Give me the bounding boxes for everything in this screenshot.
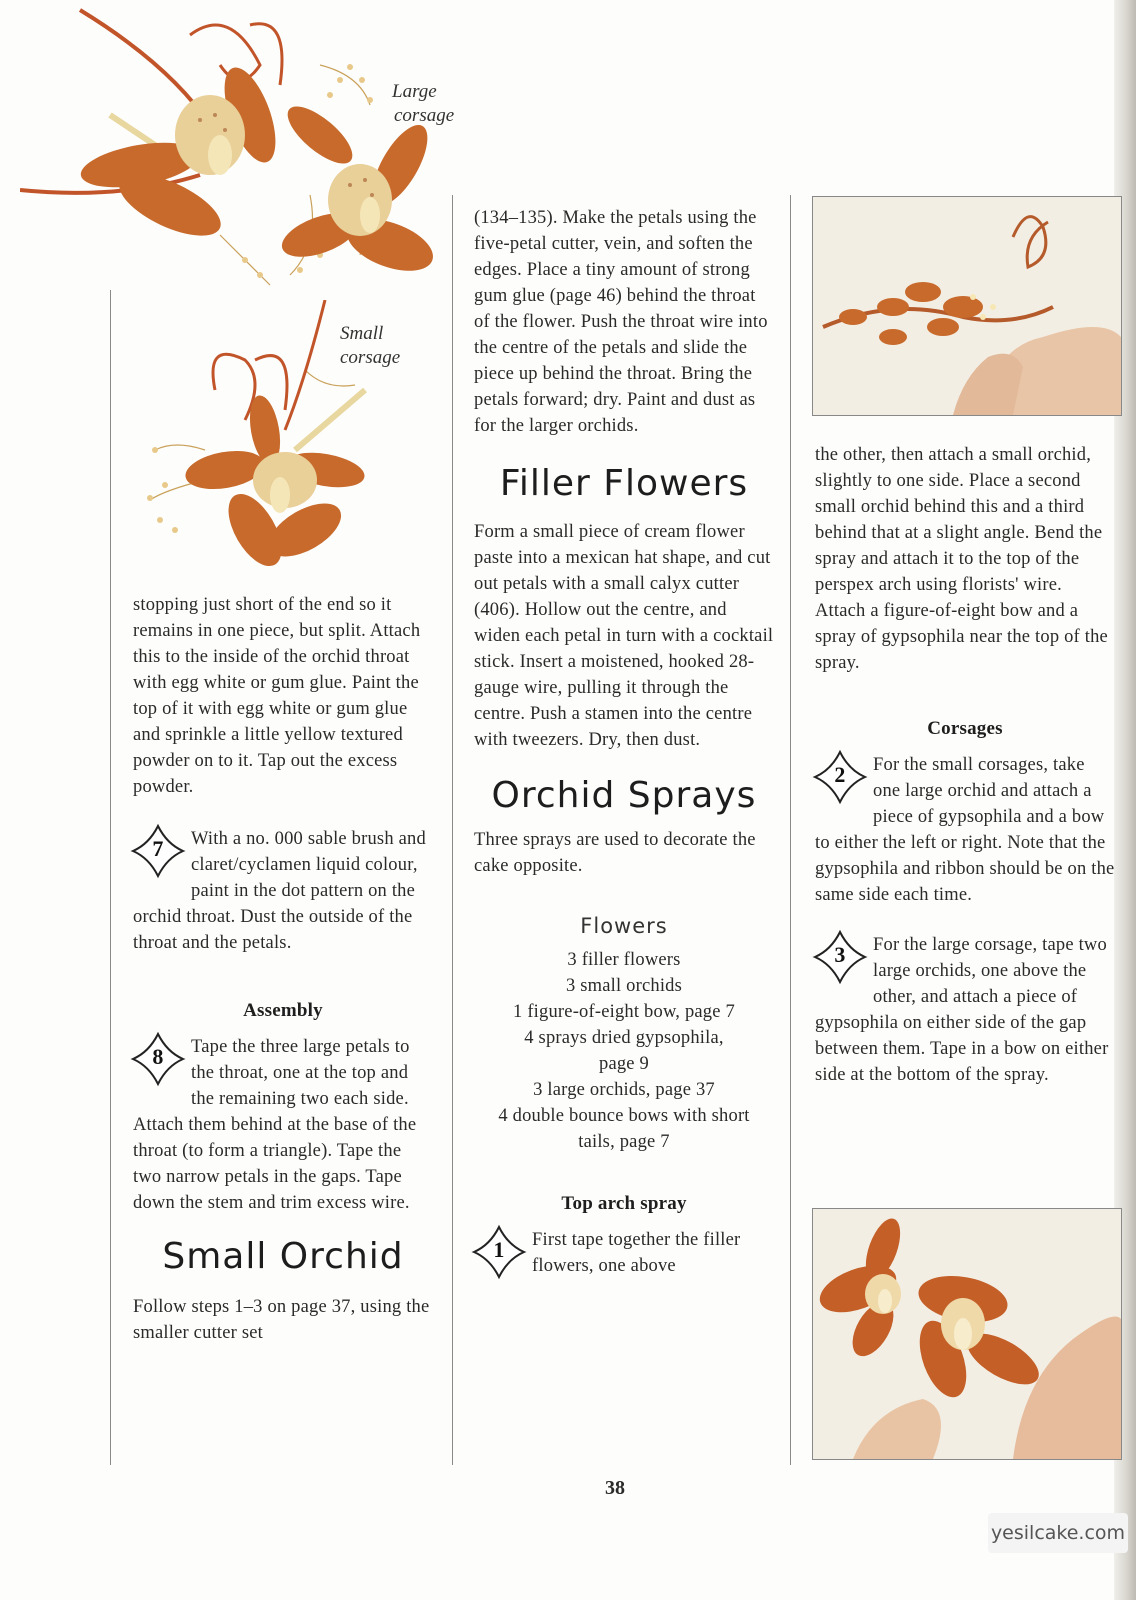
- list-item: 4 double bounce bows with short: [498, 1106, 750, 1126]
- col2-intro: (134–135). Make the petals using the five-petal cutter, vein, and soften the edges. Place a tiny amount of strong gum glue (page 46) behind the throat of the flower. Push the throat wire into the centre of the petals and slide the piece up behind the throat. Bring the petals forward; dry. Paint and dust as for the larger orchids.: [474, 208, 768, 436]
- filler-flowers-text: Form a small piece of cream flower paste into a mexican hat shape, and cut out petals with a small calyx cutter (406). Hollow out the centre, and widen each petal in turn with a cocktail stick. Insert a moistened, hooked 28-gauge wire, pulling it through the centre. Push a stamen into the centre with tweezers. Dry, then dust.: [474, 522, 774, 750]
- small-orchid-text: Follow steps 1–3 on page 37, using the smaller cutter set: [133, 1297, 430, 1343]
- flowers-heading: Flowers: [580, 914, 668, 938]
- small-orchid-heading: Small Orchid: [162, 1236, 404, 1277]
- list-item: 1 figure-of-eight bow, page 7: [513, 1002, 735, 1022]
- step-2-text: For the small corsages, take one large orchid and attach a piece of gypsophila and a bow to either the left or right. Note that the gypsophila and ribbon should be on the same side each time.: [815, 755, 1115, 905]
- step-number: 2: [834, 762, 846, 787]
- flowers-list: [474, 947, 774, 1155]
- column-rule: [452, 195, 453, 1465]
- step-8-text: Tape the three large petals to the throat, one at the top and the remaining two each side. Attach them behind at the base of the throat (to form a triangle). Tape the two narrow petals in the gaps. Tape down the stem and trim excess wire.: [133, 1037, 417, 1213]
- col1-intro: stopping just short of the end so it remains in one piece, but split. Attach this to the inside of the orchid throat with egg white or gum glue. Paint the top of it with egg white or gum glue and sprinkle a little yellow textured powder on to it. Tap out the excess powder.: [133, 595, 421, 797]
- step-8: [133, 1034, 433, 1216]
- step-number-badge: [470, 1223, 528, 1281]
- step-1-text: First tape together the filler flowers, one above: [532, 1230, 741, 1276]
- step-1: [474, 1227, 774, 1279]
- step-number: 3: [834, 942, 846, 967]
- list-item: 3 small orchids: [565, 976, 683, 996]
- large-corsage-illustration: [20, 5, 460, 295]
- list-item: 3 large orchids, page 37: [533, 1080, 715, 1100]
- small-corsage-caption: [340, 322, 400, 370]
- column-1: [133, 592, 433, 1346]
- step-3-text: For the large corsage, tape two large orchids, one above the other, and attach a piece of gypsophila on either side of the gap between them. Tape in a bow on either side at the bottom of the spray.: [815, 935, 1109, 1085]
- caption-line: corsage: [394, 105, 455, 126]
- page-number: 38: [605, 1477, 625, 1499]
- list-item: 4 sprays dried gypsophila,: [524, 1028, 724, 1048]
- column-2: [474, 205, 774, 1281]
- step-2: [815, 752, 1115, 908]
- column-rule: [110, 290, 111, 1465]
- col3-intro: the other, then attach a small orchid, slightly to one side. Place a second small orchid behind this and a third behind that at a slight angle. Bend the spray and attach it to the top of the perspex arch using florists' wire. Attach a figure-of-eight bow and a spray of gypsophila near the top of the spray.: [815, 445, 1108, 673]
- assembly-heading: Assembly: [243, 1000, 323, 1021]
- list-item: page 9: [599, 1054, 649, 1074]
- orchid-sprays-heading: Orchid Sprays: [491, 775, 757, 816]
- step-7-text: With a no. 000 sable brush and claret/cyclamen liquid colour, paint in the dot pattern on the orchid throat. Dust the outside of the throat and the petals.: [133, 829, 426, 953]
- corsages-heading: Corsages: [927, 718, 1003, 739]
- large-corsage-photo: [812, 1208, 1122, 1460]
- step-number: 8: [152, 1044, 164, 1069]
- step-number-badge: [129, 1030, 187, 1088]
- list-item: 3 filler flowers: [567, 950, 681, 970]
- caption-line: corsage: [340, 347, 401, 368]
- step-7: [133, 826, 433, 956]
- step-3: [815, 932, 1115, 1088]
- top-arch-spray-photo: [812, 196, 1122, 416]
- column-rule: [790, 195, 791, 1465]
- large-corsage-caption: [392, 80, 454, 128]
- watermark-logo: yesilcake.com: [988, 1513, 1128, 1553]
- top-arch-spray-heading: Top arch spray: [561, 1193, 687, 1214]
- caption-line: Small: [340, 323, 384, 344]
- list-item: tails, page 7: [578, 1132, 670, 1152]
- step-number: 7: [152, 836, 164, 861]
- step-number-badge: [811, 748, 869, 806]
- step-number: 1: [493, 1237, 505, 1262]
- orchid-sprays-text: Three sprays are used to decorate the cake opposite.: [474, 830, 756, 876]
- step-number-badge: [129, 822, 187, 880]
- step-number-badge: [811, 928, 869, 986]
- column-3: [815, 442, 1115, 1088]
- caption-line: Large: [392, 81, 437, 102]
- filler-flowers-heading: Filler Flowers: [499, 463, 749, 504]
